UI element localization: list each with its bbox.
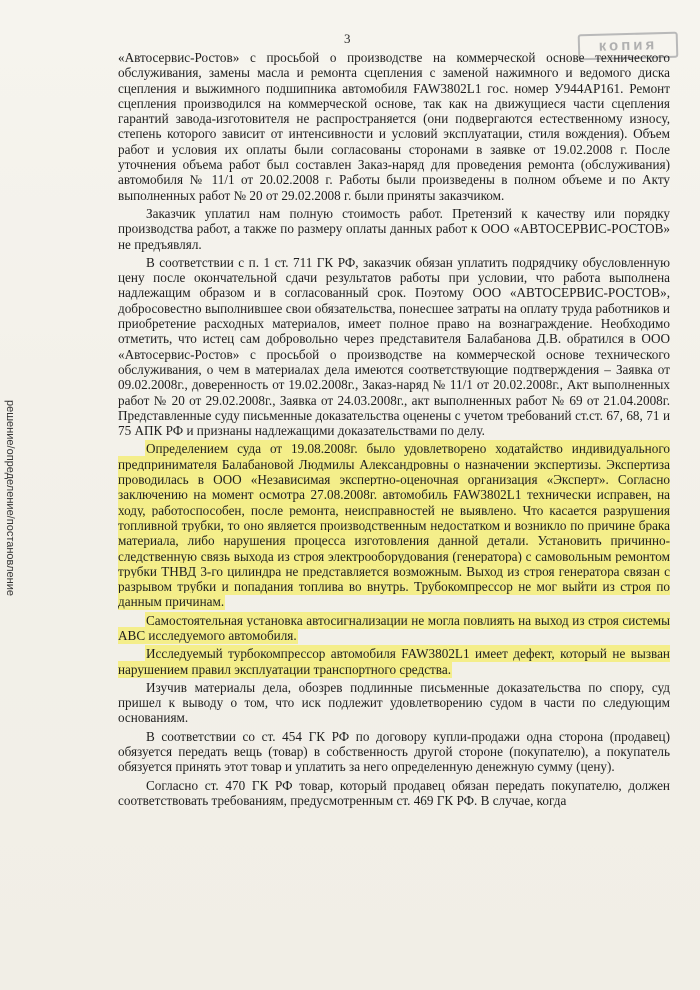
- highlighted-paragraph: [118, 613, 670, 644]
- paragraph: [118, 680, 670, 726]
- page-number: 3: [344, 31, 351, 46]
- paragraph-text: Определением суда от 19.08.2008г. было удовлетворено ходатайство индивидуального предпринимателя Балабановой Людмилы Александровны о назначении экспертизы. Экспертиза проводилась в ООО «Независимая экспертно-оценочная организация «Эксперт». Согласно заключению на момент осмотра 27.08.2008г. автомобиль FAW3802L1 технически исправен, на ходу, работоспособен, после ремонта, неисправностей не выявлено. Что касается разрушения топливной трубки, то оно является производственным недостатком и возникло по причине брака материала, либо нарушения процесса изготовления данной детали. Установить причинно-следственную связь выхода из строя электрооборудования (генератора) с самовольным ремонтом трубки ТНВД 3-го цилиндра не представляется возможным. Выход из строя генератора связан с разрывом трубки и попадания топлива во внутрь. Трубокомпрессор не мог выйти из строя по данным причинам.: [118, 441, 670, 610]
- paragraph-text: Самостоятельная установка автосигнализации не могла повлиять на выход из строя системы АВС исследуемого автомобиля.: [118, 612, 670, 643]
- document-body: [118, 50, 670, 811]
- highlighted-paragraph: [118, 646, 670, 677]
- highlighted-paragraph: [118, 441, 670, 609]
- copy-stamp: копия: [578, 32, 679, 61]
- paragraph: [118, 255, 670, 439]
- paragraph: [118, 778, 670, 809]
- paragraph: [118, 729, 670, 775]
- paragraph-text: В соответствии со ст. 454 ГК РФ по договору купли-продажи одна сторона (продавец) обязуется передать вещь (товар) в собственность другой стороне (покупателю), а покупатель обязуется принять этот товар и уплатить за него определенную денежную сумму (цену).: [118, 728, 670, 775]
- margin-note: решение/определение/постановление: [4, 400, 16, 597]
- paragraph: [118, 50, 670, 203]
- paragraph-text: Изучив материалы дела, обозрев подлинные письменные доказательства по спору, суд пришел к выводу о том, что иск подлежит удовлетворению судом в части по следующим основаниям.: [118, 679, 670, 726]
- paragraph-text: В соответствии с п. 1 ст. 711 ГК РФ, заказчик обязан уплатить подрядчику обусловленную цену после окончательной сдачи результатов работы при условии, что работа выполнена надлежащим образом и в согласованный срок. Поэтому ООО «АВТОСЕРВИС-РОСТОВ», добросовестно выполнившее свои обязательства, понесшее затраты на оплату труда работников и приобретение расходных материалов, имеет полное право на вознаграждение. Необходимо отметить, что истец сам добровольно через представителя Балабанова Д.В. обратился в ООО «Автосервис-Ростов» с просьбой о производстве на коммерческой основе технического обслуживания, о чем в материалах дела имеются соответствующие подтверждения – Заявка от 09.02.2008г., доверенность от 19.02.2008г., Заказ-наряд № 11/1 от 20.02.2008г., Акт выполненных работ № 20 от 29.02.2008г., Заявка от 24.03.2008г., акт выполненных работ № 69 от 21.04.2008г. Представленные суду письменные доказательства оценены с учетом требований ст.ст. 67, 68, 71 и 75 АПК РФ и признаны надлежащими доказательствами по делу.: [118, 254, 670, 439]
- paragraph-text: Согласно ст. 470 ГК РФ товар, который продавец обязан передать покупателю, должен соответствовать требованиям, предусмотренным ст. 469 ГК РФ. В случае, когда: [118, 777, 670, 808]
- paragraph: [118, 206, 670, 252]
- paragraph-text: «Автосервис-Ростов» с просьбой о производстве на коммерческой основе технического обслуживания, замены масла и ремонта сцепления с заменой нажимного и ведомого диска сцепления и выжимного подшипника автомобиля FAW3802L1 гос. номер У944АР161. Ремонт сцепления производился на коммерческой основе, так как на движущиеся части сцепления гарантий завода-изготовителя не распространяется (они подвергаются естественному износу, степень которого зависит от интенсивности и условий эксплуатации, стиля вождения). Объем работ и условия их оплаты были согласованы сторонами в заявке от 19.02.2008 г. После уточнения объема работ был составлен Заказ-наряд для проведения ремонта (обслуживания) автомобиля № 11/1 от 20.02.2008 г. Работы были произведены в полном объеме и по Акту выполненных работ № 20 от 29.02.2008 г. были приняты заказчиком.: [118, 50, 670, 203]
- paragraph-text: Исследуемый турбокомпрессор автомобиля FAW3802L1 имеет дефект, который не вызван нарушением правил эксплуатации транспортного средства.: [118, 646, 670, 677]
- paragraph-text: Заказчик уплатил нам полную стоимость работ. Претензий к качеству или порядку производства работ, а также по размеру оплаты данных работ к ООО «АВТОСЕРВИС-РОСТОВ» не предъявлял.: [118, 205, 670, 252]
